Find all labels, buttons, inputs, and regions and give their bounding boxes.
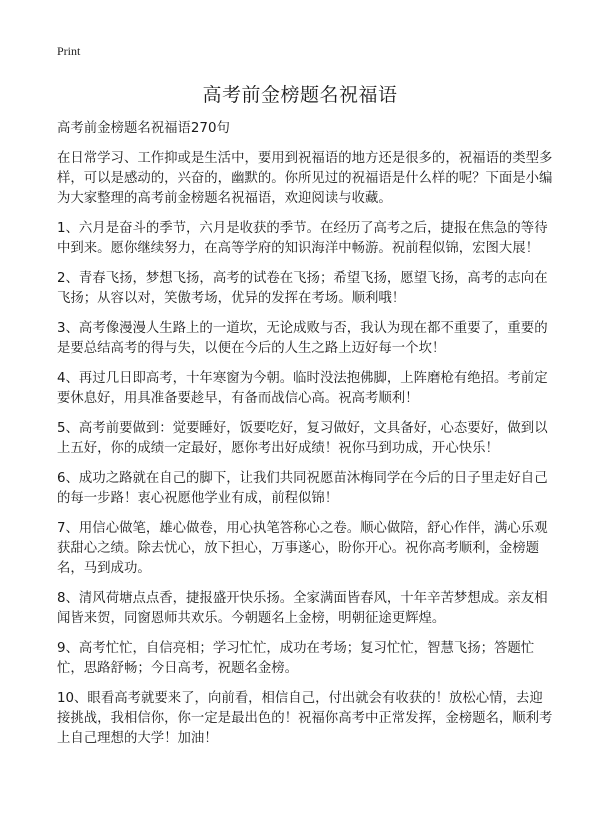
blessing-paragraph-8: 8、清风荷塘点点香，捷报盛开快乐扬。全家满面皆春风，十年辛苦梦想成。亲友相闻皆来贺，同窗恩师共欢乐。今朝题名上金榜，明朝征途更辉煌。 (57, 591, 548, 626)
article-subtitle: 高考前金榜题名祝福语270句 (57, 121, 230, 136)
article-body (57, 119, 553, 759)
page-title: 高考前金榜题名祝福语 (202, 84, 398, 106)
blessing-paragraph-7: 7、用信心做笔，雄心做卷，用心执笔答称心之卷。顺心做陪，舒心作伴，满心乐观获甜心之绩。除去忧心，放下担心，万事遂心，盼你开心。祝你高考顺利，金榜题名，马到成功。 (57, 521, 548, 576)
blessing-paragraph-3: 3、高考像漫漫人生路上的一道坎，无论成败与否，我认为现在都不重要了，重要的是要总结高考的得与失，以便在今后的人生之路上迈好每一个坎！ (57, 321, 548, 356)
blessing-paragraph-4: 4、再过几日即高考，十年寒窗为今朝。临时没法抱佛脚，上阵磨枪有绝招。考前定要休息好，用具准备要趁早，有备而战信心高。祝高考顺利！ (57, 371, 548, 406)
print-link[interactable]: Print (57, 44, 81, 58)
blessing-paragraph-2: 2、青春飞扬，梦想飞扬，高考的试卷在飞扬；希望飞扬，愿望飞扬，高考的志向在飞扬；从容以对，笑傲考场，优异的发挥在考场。顺利哦！ (57, 271, 548, 306)
blessing-paragraph-10: 10、眼看高考就要来了，向前看，相信自己，付出就会有收获的！放松心情，去迎接挑战，我相信你，你一定是最出色的！祝福你高考中正常发挥，金榜题名，顺利考上自己理想的大学！加油！ (57, 691, 553, 746)
blessing-paragraph-5: 5、高考前要做到：觉要睡好，饭要吃好，复习做好，文具备好，心态要好，做到以上五好，你的成绩一定最好，愿你考出好成绩！祝你马到功成，开心快乐！ (57, 421, 548, 456)
blessing-paragraph-1: 1、六月是奋斗的季节，六月是收获的季节。在经历了高考之后，捷报在焦急的等待中到来。愿你继续努力，在高等学府的知识海洋中畅游。祝前程似锦，宏图大展！ (57, 221, 548, 256)
blessing-paragraph-9: 9、高考忙忙，自信亮相；学习忙忙，成功在考场；复习忙忙，智慧飞扬；答题忙忙，思路舒畅；今日高考，祝题名金榜。 (57, 641, 535, 676)
blessing-paragraph-6: 6、成功之路就在自己的脚下，让我们共同祝愿苗沐梅同学在今后的日子里走好自己的每一步路！衷心祝愿他学业有成，前程似锦！ (57, 471, 548, 506)
intro-paragraph: 在日常学习、工作抑或是生活中，要用到祝福语的地方还是很多的，祝福语的类型多样，可以是感动的，兴奋的，幽默的。你所见过的祝福语是什么样的呢？下面是小编为大家整理的高考前金榜题名祝福语，欢迎阅读与收藏。 (57, 151, 553, 206)
